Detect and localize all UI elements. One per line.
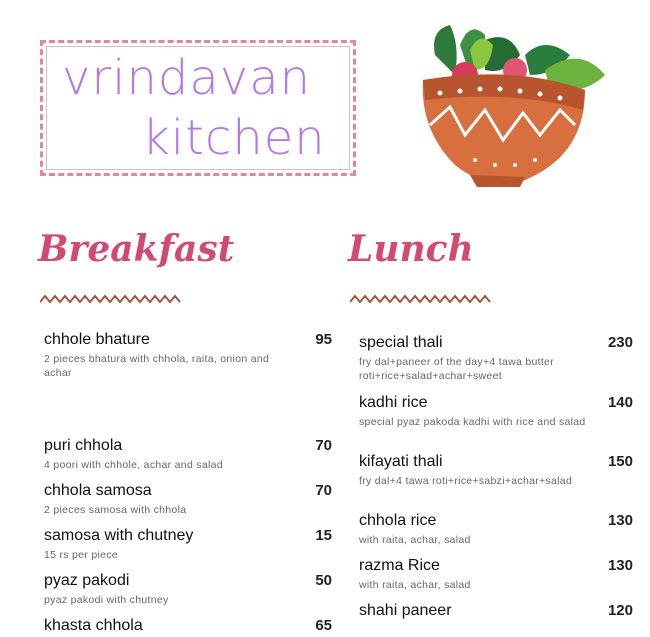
item-name: chhola rice: [359, 512, 437, 529]
item-price: 150: [607, 453, 633, 470]
item-description: fry dal+4 tawa roti+rice+sabzi+achar+salad: [359, 475, 573, 487]
item-description: fry dal+paneer of the day+4 tawa butter roti+rice+salad+achar+sweet: [359, 356, 554, 382]
item-name: chhola samosa: [44, 482, 152, 499]
item-name: samosa with chutney: [44, 527, 194, 544]
logo-line-2: kitchen: [142, 110, 326, 166]
salad-bowl-illustration: [415, 15, 615, 190]
item-price: 230: [607, 334, 633, 351]
item-name: pyaz pakodi: [44, 572, 130, 589]
item-price: 50: [315, 572, 332, 589]
zigzag-divider-breakfast: [40, 294, 182, 304]
zigzag-divider-lunch: [350, 294, 492, 304]
item-price: 95: [315, 331, 332, 348]
item-price: 70: [315, 482, 332, 499]
item-description: with raita, achar, salad: [359, 534, 471, 546]
item-description: 2 pieces samosa with chhola: [44, 504, 187, 516]
item-description: 2 pieces bhatura with chhola, raita, onion and achar: [44, 353, 270, 379]
logo-line-1: vrindavan: [62, 50, 312, 106]
item-price: 130: [607, 557, 633, 574]
item-description: 15 rs per piece: [44, 549, 118, 561]
item-name: puri chhola: [44, 437, 123, 454]
section-heading-lunch: Lunch: [348, 228, 474, 270]
item-description: 4 poori with chhole, achar and salad: [44, 459, 223, 471]
item-description: with raita, achar, salad: [359, 579, 471, 591]
item-name: shahi paneer: [359, 602, 452, 619]
item-description: pyaz pakodi with chutney: [44, 594, 169, 606]
item-name: chhole bhature: [44, 331, 150, 348]
item-price: 15: [315, 527, 332, 544]
item-name: khasta chhola: [44, 617, 143, 634]
item-name: special thali: [359, 334, 443, 351]
item-name: kadhi rice: [359, 394, 428, 411]
item-name: kifayati thali: [359, 453, 443, 470]
section-heading-breakfast: Breakfast: [38, 228, 235, 270]
item-price: 120: [607, 602, 633, 619]
item-price: 140: [607, 394, 633, 411]
item-description: special pyaz pakoda kadhi with rice and salad: [359, 416, 586, 428]
item-price: 65: [315, 617, 332, 634]
item-price: 130: [607, 512, 633, 529]
item-name: razma Rice: [359, 557, 440, 574]
item-price: 70: [315, 437, 332, 454]
